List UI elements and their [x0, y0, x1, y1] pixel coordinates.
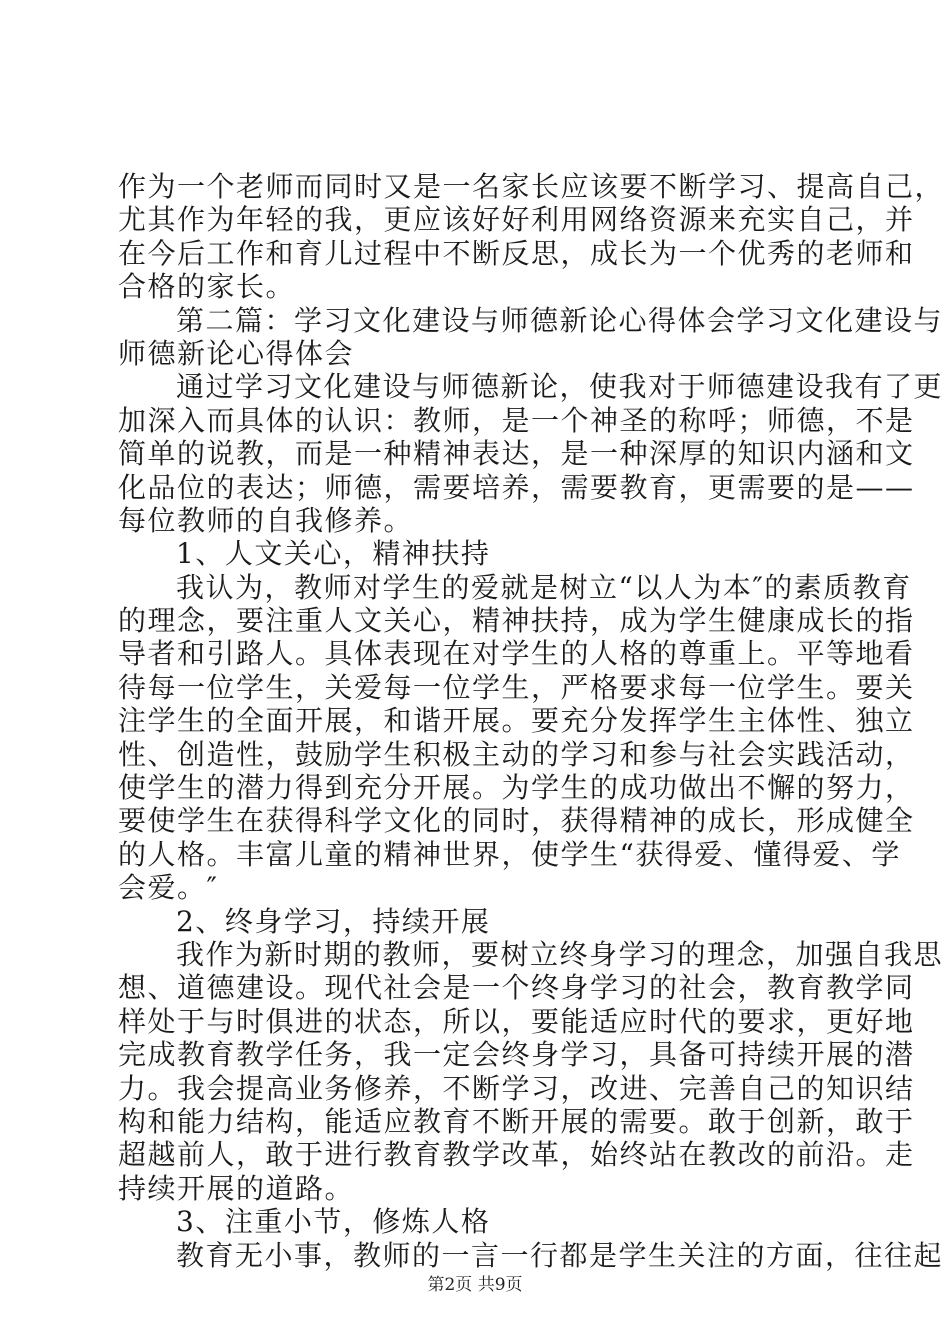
text-line: 样处于与时俱进的状态，所以，要能适应时代的要求，更好地: [118, 1004, 915, 1038]
text-line: 待每一位学生，关爱每一位学生，严格要求每一位学生。要关: [118, 670, 915, 704]
text-line: 尤其作为年轻的我，更应该好好利用网络资源来充实自己，并: [118, 203, 915, 237]
text-line: 在今后工作和育儿过程中不断反思，成长为一个优秀的老师和: [118, 236, 915, 270]
text-line: 持续开展的道路。: [118, 1171, 355, 1205]
text-line: 我作为新时期的教师，要树立终身学习的理念，加强自我思: [176, 937, 944, 971]
text-line: 构和能力结构，能适应教育不断开展的需要。敢于创新，敢于: [118, 1104, 915, 1138]
text-line: 2、终身学习，持续开展: [176, 904, 491, 938]
text-line: 使学生的潜力得到充分开展。为学生的成功做出不懈的努力，: [118, 771, 915, 805]
text-line: 会爱。″: [118, 871, 219, 905]
text-line: 要使学生在获得科学文化的同时，获得精神的成长，形成健全: [118, 804, 915, 838]
text-line: 师德新论心得体会: [118, 336, 355, 370]
text-line: 1、人文关心，精神扶持: [176, 537, 491, 571]
text-line: 教育无小事，教师的一言一行都是学生关注的方面，往往起: [176, 1238, 944, 1272]
text-line: 性、创造性，鼓励学生积极主动的学习和参与社会实践活动，: [118, 737, 915, 771]
text-line: 注学生的全面开展，和谐开展。要充分发挥学生主体性、独立: [118, 704, 915, 738]
document-body: [118, 170, 945, 1272]
text-line: 化品位的表达；师德，需要培养，需要教育，更需要的是——: [118, 470, 915, 504]
text-line: 想、道德建设。现代社会是一个终身学习的社会，教育教学同: [118, 971, 915, 1005]
text-line: 完成教育教学任务，我一定会终身学习，具备可持续开展的潜: [118, 1038, 915, 1072]
text-line: 通过学习文化建设与师德新论，使我对于师德建设我有了更: [176, 370, 944, 404]
text-line: 导者和引路人。具体表现在对学生的人格的尊重上。平等地看: [118, 637, 915, 671]
text-line: 力。我会提高业务修养，不断学习，改进、完善自己的知识结: [118, 1071, 915, 1105]
text-line: 3、注重小节，修炼人格: [176, 1205, 491, 1239]
text-line: 每位教师的自我修养。: [118, 503, 414, 537]
text-line: 的理念，要注重人文关心，精神扶持，成为学生健康成长的指: [118, 604, 915, 638]
text-line: 超越前人，敢于进行教育教学改革，始终站在教改的前沿。走: [118, 1138, 915, 1172]
text-line: 我认为，教师对学生的爱就是树立“以人为本″的素质教育: [176, 570, 912, 604]
page-footer: 第2页 共9页: [427, 1275, 523, 1295]
text-line: 作为一个老师而同时又是一名家长应该要不断学习、提高自己，: [118, 170, 945, 203]
text-line: 第二篇：学习文化建设与师德新论心得体会学习文化建设与: [176, 303, 944, 337]
text-line: 简单的说教，而是一种精神表达，是一种深厚的知识内涵和文: [118, 437, 915, 471]
text-line: 加深入而具体的认识：教师，是一个神圣的称呼；师德，不是: [118, 403, 915, 437]
text-line: 合格的家长。: [118, 270, 296, 304]
text-line: 的人格。丰富儿童的精神世界，使学生“获得爱、懂得爱、学: [118, 837, 901, 871]
